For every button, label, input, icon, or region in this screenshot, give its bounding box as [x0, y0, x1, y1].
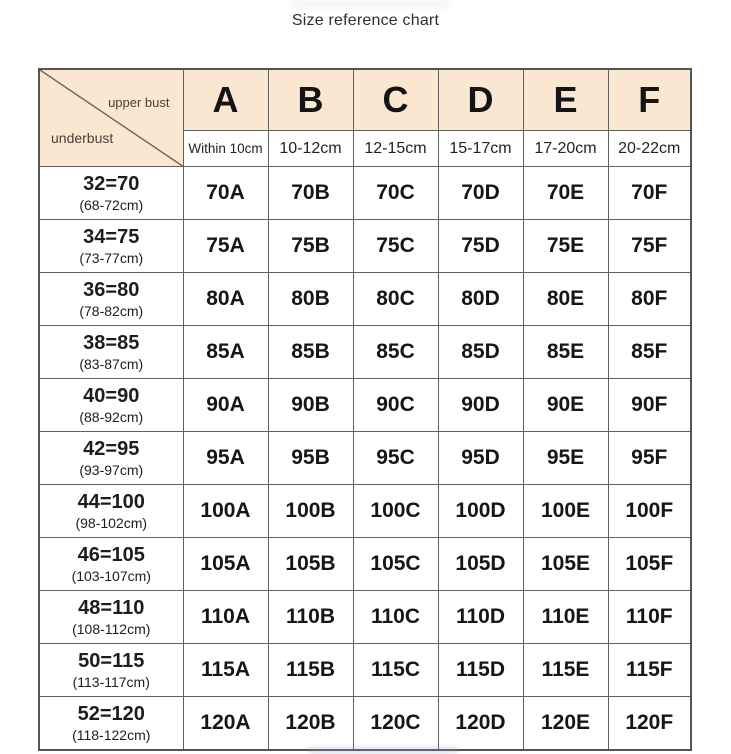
size-cell: 115B: [268, 644, 353, 697]
size-cell: 100C: [353, 485, 438, 538]
size-cell: 85D: [438, 326, 523, 379]
size-reference-table: [38, 68, 692, 751]
underbust-size: 42=95: [83, 437, 140, 460]
underbust-label-cell: [39, 485, 183, 538]
size-cell: 110F: [608, 591, 691, 644]
underbust-label-cell: [39, 326, 183, 379]
underbust-label-cell: [39, 379, 183, 432]
underbust-range: (108-112cm): [72, 620, 151, 637]
size-cell: 120A: [183, 697, 268, 750]
size-cell: 75C: [353, 220, 438, 273]
underbust-range: (68-72cm): [79, 196, 144, 213]
size-cell: 115D: [438, 644, 523, 697]
underbust-range: (113-117cm): [72, 673, 150, 690]
size-cell: 90D: [438, 379, 523, 432]
size-cell: 100A: [183, 485, 268, 538]
size-cell: 115F: [608, 644, 691, 697]
cup-letter-D: D: [438, 69, 523, 131]
table-row: [39, 379, 691, 432]
underbust-size: 38=85: [83, 331, 140, 354]
size-cell: 80E: [523, 273, 608, 326]
size-cell: 75E: [523, 220, 608, 273]
size-cell: 90E: [523, 379, 608, 432]
table-row: [39, 432, 691, 485]
size-cell: 80D: [438, 273, 523, 326]
size-cell: 120E: [523, 697, 608, 750]
size-cell: 80A: [183, 273, 268, 326]
bust-diff-F: 20-22cm: [608, 131, 691, 167]
underbust-label-cell: [39, 167, 183, 220]
watermark-smudge: [290, 0, 450, 7]
table-row: [39, 538, 691, 591]
table-row: [39, 326, 691, 379]
underbust-label-cell: [39, 273, 183, 326]
table-row: [39, 697, 691, 750]
underbust-range: (98-102cm): [75, 514, 148, 531]
size-cell: 90A: [183, 379, 268, 432]
underbust-size: 40=90: [83, 384, 140, 407]
size-cell: 95F: [608, 432, 691, 485]
size-cell: 95B: [268, 432, 353, 485]
size-cell: 75B: [268, 220, 353, 273]
table-row: [39, 485, 691, 538]
size-cell: 120B: [268, 697, 353, 750]
size-cell: 100F: [608, 485, 691, 538]
size-cell: 110B: [268, 591, 353, 644]
underbust-size: 46=105: [77, 543, 145, 566]
size-cell: 110A: [183, 591, 268, 644]
underbust-size: 32=70: [83, 172, 140, 195]
underbust-label-cell: [39, 697, 183, 750]
size-cell: 105A: [183, 538, 268, 591]
size-cell: 85E: [523, 326, 608, 379]
underbust-size: 44=100: [77, 490, 145, 513]
underbust-label-cell: [39, 644, 183, 697]
size-cell: 100E: [523, 485, 608, 538]
size-cell: 105B: [268, 538, 353, 591]
table-row: [39, 273, 691, 326]
size-cell: 105E: [523, 538, 608, 591]
underbust-size: 34=75: [83, 225, 140, 248]
underbust-range: (83-87cm): [79, 355, 144, 372]
size-cell: 80C: [353, 273, 438, 326]
size-cell: 120C: [353, 697, 438, 750]
size-cell: 85C: [353, 326, 438, 379]
size-cell: 95C: [353, 432, 438, 485]
size-cell: 85F: [608, 326, 691, 379]
bust-diff-B: 10-12cm: [268, 131, 353, 167]
underbust-range: (93-97cm): [79, 461, 144, 478]
underbust-label-cell: [39, 432, 183, 485]
underbust-size: 48=110: [78, 596, 145, 619]
underbust-size: 36=80: [83, 278, 140, 301]
size-cell: 95D: [438, 432, 523, 485]
cup-letter-A: A: [183, 69, 268, 131]
table-row: [39, 591, 691, 644]
size-cell: 90B: [268, 379, 353, 432]
size-cell: 100B: [268, 485, 353, 538]
bust-diff-E: 17-20cm: [523, 131, 608, 167]
size-cell: 115A: [183, 644, 268, 697]
upper-bust-label: upper bust: [108, 95, 170, 110]
size-cell: 85B: [268, 326, 353, 379]
underbust-range: (78-82cm): [79, 302, 144, 319]
underbust-range: (103-107cm): [71, 567, 151, 584]
cup-letter-E: E: [523, 69, 608, 131]
size-cell: 115C: [353, 644, 438, 697]
size-table-body: [39, 167, 691, 750]
diagonal-divider-line: [40, 70, 183, 166]
size-cell: 85A: [183, 326, 268, 379]
underbust-label-cell: [39, 591, 183, 644]
size-cell: 80F: [608, 273, 691, 326]
size-cell: 90F: [608, 379, 691, 432]
size-cell: 70B: [268, 167, 353, 220]
size-cell: 95E: [523, 432, 608, 485]
size-cell: 105D: [438, 538, 523, 591]
size-cell: 110C: [353, 591, 438, 644]
cup-letter-B: B: [268, 69, 353, 131]
size-cell: 110D: [438, 591, 523, 644]
cup-letter-row: [39, 69, 691, 131]
size-cell: 120D: [438, 697, 523, 750]
cup-letter-F: F: [608, 69, 691, 131]
size-cell: 75D: [438, 220, 523, 273]
size-cell: 120F: [608, 697, 691, 750]
size-cell: 110E: [523, 591, 608, 644]
size-cell: 100D: [438, 485, 523, 538]
underbust-label-cell: [39, 538, 183, 591]
size-cell: 70F: [608, 167, 691, 220]
size-cell: 70C: [353, 167, 438, 220]
underbust-range: (118-122cm): [72, 726, 151, 743]
table-row: [39, 220, 691, 273]
bust-diff-C: 12-15cm: [353, 131, 438, 167]
bust-diff-D: 15-17cm: [438, 131, 523, 167]
underbust-range: (73-77cm): [79, 249, 144, 266]
bust-diff-A: Within 10cm: [183, 131, 268, 167]
cup-letter-C: C: [353, 69, 438, 131]
underbust-range: (88-92cm): [79, 408, 144, 425]
size-cell: 75A: [183, 220, 268, 273]
size-cell: 105C: [353, 538, 438, 591]
table-row: [39, 644, 691, 697]
underbust-size: 50=115: [78, 649, 145, 672]
size-cell: 90C: [353, 379, 438, 432]
size-cell: 70A: [183, 167, 268, 220]
table-row: [39, 167, 691, 220]
size-cell: 70D: [438, 167, 523, 220]
size-cell: 70E: [523, 167, 608, 220]
underbust-size: 52=120: [77, 702, 145, 725]
underbust-label: underbust: [51, 130, 114, 146]
size-cell: 95A: [183, 432, 268, 485]
size-cell: 80B: [268, 273, 353, 326]
size-cell: 105F: [608, 538, 691, 591]
size-cell: 75F: [608, 220, 691, 273]
page-title: Size reference chart: [291, 12, 440, 29]
underbust-label-cell: [39, 220, 183, 273]
size-cell: 115E: [523, 644, 608, 697]
corner-header-cell: [39, 69, 183, 167]
